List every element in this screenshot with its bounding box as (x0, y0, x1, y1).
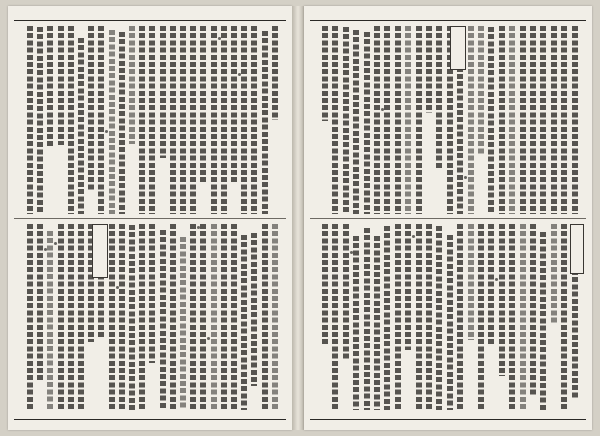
text-column (27, 224, 33, 410)
text-column (170, 26, 176, 214)
text-column (200, 26, 206, 184)
text-column (322, 26, 328, 121)
page-fold (292, 6, 304, 430)
text-column (37, 224, 43, 382)
text-column (37, 27, 43, 214)
text-column (221, 224, 227, 410)
section-divider (14, 218, 286, 219)
text-column (509, 26, 515, 214)
text-column (364, 32, 370, 214)
text-column (405, 26, 411, 214)
text-column (384, 226, 390, 410)
text-column (499, 224, 505, 376)
text-column (241, 26, 247, 214)
text-column (436, 26, 442, 170)
text-column (353, 30, 359, 214)
text-column (149, 26, 155, 214)
text-column (88, 26, 94, 191)
text-column (211, 224, 217, 410)
text-column (139, 224, 145, 410)
text-column (364, 228, 370, 410)
text-column (47, 26, 53, 147)
punctuation-mark (381, 108, 384, 111)
text-column (416, 26, 422, 214)
text-column (499, 26, 505, 214)
text-column (478, 26, 484, 154)
text-column (447, 235, 453, 410)
text-column (180, 26, 186, 214)
text-column (540, 232, 546, 410)
top-rule (310, 20, 586, 21)
text-column (149, 224, 155, 363)
section-divider (310, 218, 586, 219)
text-column (231, 26, 237, 184)
bottom-rule (310, 419, 586, 420)
text-columns-upper (314, 26, 582, 214)
text-column (109, 30, 115, 214)
text-column (47, 231, 53, 410)
text-column (119, 224, 125, 410)
punctuation-mark (350, 251, 353, 254)
text-column (416, 224, 422, 410)
text-column (139, 26, 145, 214)
text-column (221, 26, 227, 214)
text-column (109, 224, 115, 410)
punctuation-mark (218, 37, 221, 40)
text-column (262, 224, 268, 410)
text-column (395, 26, 401, 214)
text-column (353, 236, 359, 410)
text-column (530, 26, 536, 214)
text-column (405, 224, 411, 350)
text-column (272, 224, 278, 410)
text-column (68, 26, 74, 214)
text-column (520, 26, 526, 214)
left-page (8, 6, 292, 430)
text-column (468, 224, 474, 340)
text-column (457, 224, 463, 410)
right-page (304, 6, 592, 430)
text-column (129, 26, 135, 144)
text-column (262, 31, 268, 214)
text-columns-upper (18, 26, 282, 214)
text-column (332, 26, 338, 214)
text-column (119, 32, 125, 214)
text-column (272, 26, 278, 120)
text-column (530, 224, 536, 396)
punctuation-mark (238, 73, 241, 76)
text-columns-lower (18, 224, 282, 410)
text-column (509, 224, 515, 410)
text-column (561, 26, 567, 214)
text-column (478, 224, 484, 410)
article-heading-box (450, 26, 466, 70)
text-column (374, 236, 380, 410)
text-column (384, 26, 390, 214)
text-column (190, 224, 196, 410)
text-column (488, 27, 494, 214)
text-column (68, 224, 74, 410)
text-column (551, 224, 557, 323)
text-column (322, 224, 328, 346)
text-column (426, 224, 432, 410)
text-column (241, 235, 247, 410)
text-column (540, 26, 546, 214)
text-column (426, 26, 432, 113)
text-column (211, 26, 217, 214)
text-column (251, 233, 257, 386)
text-column (436, 226, 442, 410)
text-column (395, 224, 401, 410)
text-column (332, 224, 338, 410)
text-column (251, 26, 257, 214)
text-column (572, 26, 578, 214)
text-column (561, 224, 567, 410)
text-column (58, 26, 64, 145)
top-rule (14, 20, 286, 21)
text-column (170, 224, 176, 410)
bottom-rule (14, 419, 286, 420)
text-column (374, 26, 380, 214)
punctuation-mark (116, 286, 119, 289)
text-column (468, 26, 474, 214)
text-column (58, 224, 64, 410)
text-column (180, 237, 186, 410)
text-column (160, 230, 166, 410)
text-column (343, 224, 349, 359)
text-column (343, 27, 349, 214)
text-column (160, 26, 166, 158)
text-column (200, 224, 206, 410)
text-column (190, 26, 196, 214)
text-column (488, 224, 494, 344)
text-column (27, 26, 33, 214)
text-column (78, 38, 84, 214)
text-column (520, 224, 526, 410)
text-column (551, 26, 557, 214)
text-column (78, 224, 84, 410)
article-heading-box (92, 224, 108, 278)
text-column (98, 26, 104, 214)
text-columns-lower (314, 224, 582, 410)
text-column (231, 224, 237, 410)
article-heading-box (570, 224, 584, 274)
text-column (129, 225, 135, 410)
